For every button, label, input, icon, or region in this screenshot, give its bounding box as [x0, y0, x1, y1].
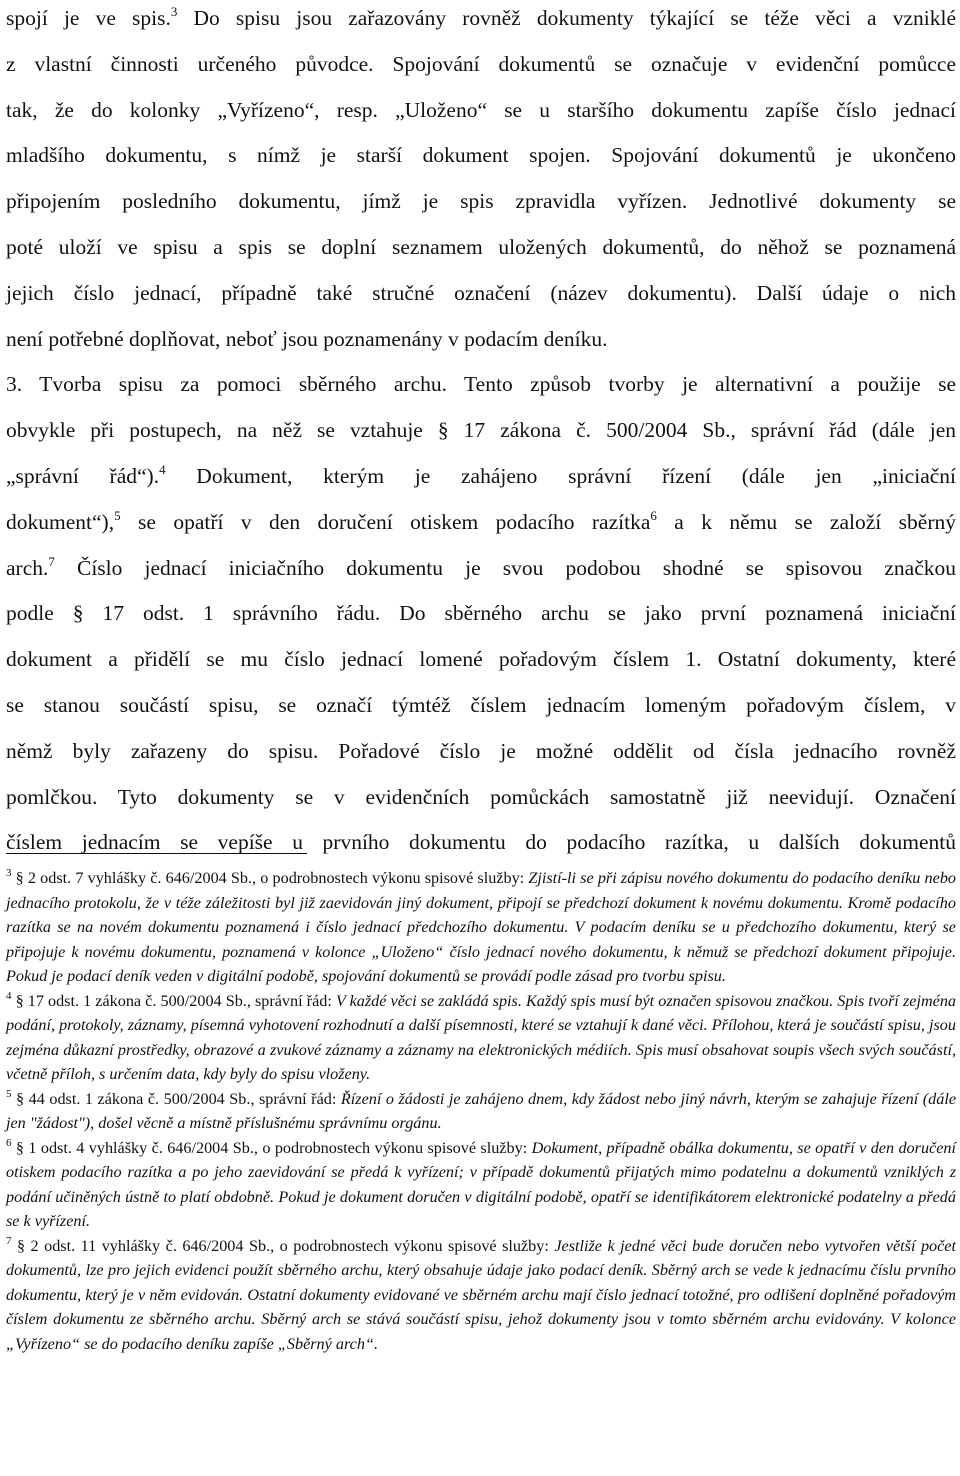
body-text-segment: pomlčkou. Tyto dokumenty se v evidenčních pomůckách samostatně již neevidují. Označení — [6, 785, 956, 809]
body-line — [6, 462, 956, 490]
body-text-segment: číslem jednacím se vepíše u prvního dokumentu do podacího razítka, u dalších dokumentů — [6, 830, 956, 854]
footnote-source: § 2 odst. 11 vyhlášky č. 646/2004 Sb., o podrobnostech výkonu spisové služby: — [11, 1236, 555, 1255]
body-text-segment: se opatří v den doručení otiskem podacího razítka — [120, 510, 651, 534]
footnote-mark: 3 — [6, 867, 12, 879]
body-line — [6, 737, 956, 765]
body-text-segment: poté uloží ve spisu a spis se doplní seznamem uložených dokumentů, do něhož se poznamená — [6, 235, 956, 259]
body-text-segment: Číslo jednací iniciačního dokumentu je svou podobou shodné se spisovou značkou — [54, 556, 956, 580]
footnote-reference[interactable]: 3 — [170, 4, 178, 19]
body-line — [6, 416, 956, 444]
body-text-segment: jejich číslo jednací, případně také stručné označení (název dokumentu). Další údaje o nich — [6, 281, 956, 305]
footnote-4 — [6, 989, 956, 1087]
body-line — [6, 141, 956, 169]
body-text-segment: 3. Tvorba spisu za pomoci sběrného archu. Tento způsob tvorby je alternativní a použije se — [6, 372, 956, 396]
body-line — [6, 599, 956, 627]
footnote-mark: 5 — [6, 1087, 12, 1100]
footnote-source: § 2 odst. 7 vyhlášky č. 646/2004 Sb., o podrobnostech výkonu spisové služby: — [11, 869, 529, 887]
body-text-segment: Do spisu jsou zařazovány rovněž dokumenty týkající se téže věci a vzniklé — [177, 6, 956, 30]
body-text-segment: dokument a přidělí se mu číslo jednací lomené pořadovým číslem 1. Ostatní dokumenty, které — [6, 647, 956, 671]
body-line — [6, 325, 956, 353]
body-text-segment: spojí je ve spis. — [6, 6, 171, 30]
footnote-separator — [6, 853, 307, 854]
body-text-segment: němž byly zařazeny do spisu. Pořadové číslo je možné oddělit od čísla jednacího rovněž — [6, 739, 956, 763]
body-line — [6, 783, 956, 811]
footnote-6 — [6, 1136, 956, 1234]
footnote-mark: 4 — [6, 989, 12, 1002]
body-line — [6, 554, 956, 582]
footnote-quote: V každé věci se zakládá spis. Každý spis musí být označen spisovou značkou. Spis tvoří zejména podání, protokoly, záznamy, písemná vyhotovení rozhodnutí a další písemnosti, které se vztahují k dané věci. Přílohou, která je součástí spisu, jsou zejména důkazní prostředky, obrazové a zvukové záznamy a záznamy na elektronických médiích. Spis musí obsahovat soupis všech svých součástí, včetně příloh, s určením data, kdy byly do spisu vloženy. — [6, 991, 957, 1083]
footnote-reference[interactable]: 7 — [48, 554, 55, 569]
body-line — [6, 187, 956, 215]
footnote-mark: 7 — [6, 1234, 12, 1247]
footnote-source: § 17 odst. 1 zákona č. 500/2004 Sb., správní řád: — [11, 991, 336, 1010]
body-text-segment: z vlastní činnosti určeného původce. Spojování dokumentů se označuje v evidenční pomůcce — [6, 52, 956, 76]
body-text-segment: obvykle při postupech, na něž se vztahuje § 17 zákona č. 500/2004 Sb., správní řád (dále jen — [6, 418, 956, 442]
body-text-segment: tak, že do kolonky „Vyřízeno“, resp. „Uloženo“ se u staršího dokumentu zapíše číslo jednací — [6, 98, 956, 122]
footnote-source: § 44 odst. 1 zákona č. 500/2004 Sb., správní řád: — [11, 1089, 341, 1108]
body-line — [6, 645, 956, 673]
footnote-source: § 1 odst. 4 vyhlášky č. 646/2004 Sb., o podrobnostech výkonu spisové služby: — [11, 1138, 532, 1157]
footnote-reference[interactable]: 6 — [650, 508, 657, 523]
body-text-segment: není potřebné doplňovat, neboť jsou poznamenány v podacím deníku. — [6, 327, 608, 351]
footnote-reference[interactable]: 5 — [114, 508, 121, 523]
body-line — [6, 828, 956, 856]
footnote-5 — [6, 1087, 956, 1136]
footnote-7 — [6, 1234, 956, 1357]
body-line — [6, 50, 956, 78]
footnotes — [6, 866, 956, 1356]
body-line — [6, 279, 956, 307]
body-text-segment: a k němu se založí sběrný — [656, 510, 956, 534]
body-line — [6, 508, 956, 536]
footnote-quote: Jestliže k jedné věci bude doručen nebo vytvořen větší počet dokumentů, lze pro jejich evidenci použít sběrného archu, který obsahuje údaje jako podací deník. Sběrný arch se vede k jednacímu číslu prvního dokumentu, který je v něm evidován. Ostatní dokumenty evidované ve sběrném archu mají číslo jednací totožné, pro odlišení doplněné pořadovým číslem dokumentu ze sběrného archu. Sběrný arch se stává součástí spisu, jehož dokumenty jsou v tomto sběrném archu evidovány. V kolonce „Vyřízeno“ se do podacího deníku zapíše „Sběrný arch“. — [6, 1236, 956, 1353]
body-text-segment: dokument“), — [6, 510, 115, 534]
body-text-segment: arch. — [6, 556, 49, 580]
footnote-3 — [6, 866, 956, 989]
footnote-mark: 6 — [6, 1136, 12, 1149]
body-line — [6, 4, 956, 32]
body-text-segment: mladšího dokumentu, s nímž je starší dokument spojen. Spojování dokumentů je ukončeno — [6, 143, 956, 167]
body-text-segment: „správní řád“). — [6, 464, 160, 488]
footnote-reference[interactable]: 4 — [159, 462, 166, 477]
body-line — [6, 96, 956, 124]
body-line — [6, 691, 956, 719]
body-text-segment: připojením posledního dokumentu, jímž je spis zpravidla vyřízen. Jednotlivé dokumenty se — [6, 189, 956, 213]
body-text-segment: Dokument, kterým je zahájeno správní řízení (dále jen „iniciační — [165, 464, 957, 488]
body-text-segment: podle § 17 odst. 1 správního řádu. Do sběrného archu se jako první poznamená iniciační — [6, 601, 956, 625]
footnote-quote: Zjistí-li se při zápisu nového dokumentu do podacího deníku nebo jednacího protokolu, že v téže záležitosti byl již zaevidován jiný dokument, připojí se předchozí dokument k novému dokumentu. Kromě podacího razítka se na novém dokumentu poznamená i číslo jednací předchozího dokumentu. V podacím deníku se u předchozího dokumentu, který se připojuje k novému dokumentu, poznamená v kolonce „Uloženo“ číslo jednací nového dokumentu, k němuž se předchozí dokument připojuje. Pokud je podací deník veden v digitální podobě, spojování dokumentů se provádí podle zásad pro tvorbu spisu. — [6, 869, 957, 985]
footnote-quote: Dokument, případně obálka dokumentu, se opatří v den doručení otiskem podacího razítka a po jeho zaevidování se předá k vyřízení; v případě dokumentů přijatých mimo podatelnu a dokumentů vzniklých z podání učiněných ústně to platí obdobně. Pokud je dokument doručen v digitální podobě, opatří se identifikátorem elektronické podatelny a předá se k vyřízení. — [6, 1138, 957, 1230]
body-text-segment: se stanou součástí spisu, se označí týmtéž číslem jednacím lomeným pořadovým číslem, v — [6, 693, 956, 717]
body-line — [6, 233, 956, 261]
body-line — [6, 370, 956, 398]
footnote-quote: Řízení o žádosti je zahájeno dnem, kdy žádost nebo jiný návrh, kterým se zahajuje řízení (dále jen "žádost"), došel věcně a místně příslušnému správnímu orgánu. — [6, 1089, 956, 1132]
